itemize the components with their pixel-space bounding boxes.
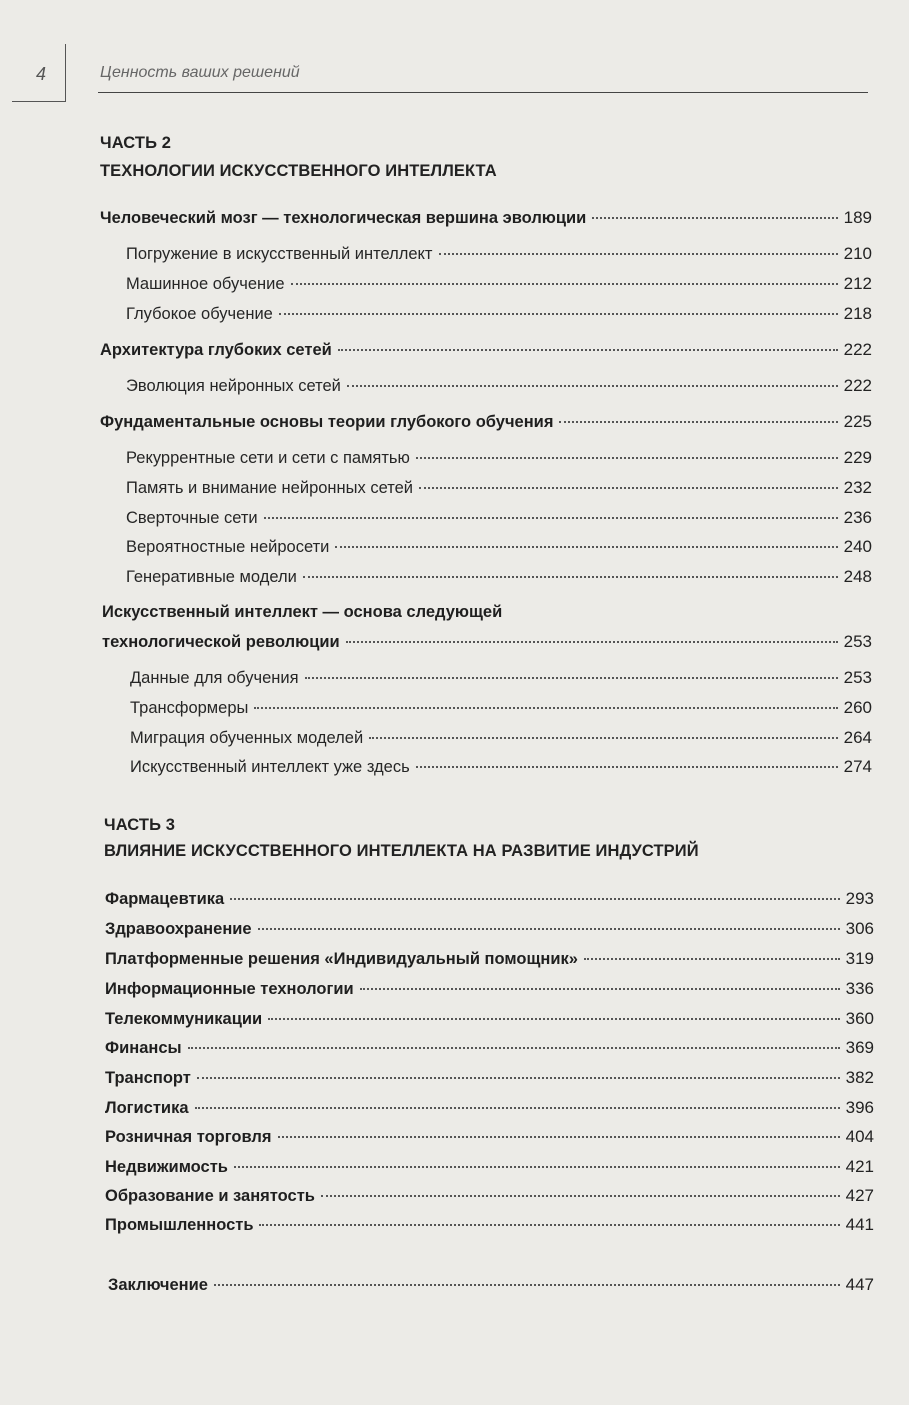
toc-entry-title: Миграция обученных моделей (130, 729, 364, 747)
toc-entry-title: Платформенные решения «Индивидуальный помощник» (105, 950, 578, 968)
toc-entry-page: 232 (843, 478, 872, 497)
toc-entry-chapter[interactable] (105, 978, 874, 1000)
dot-leader (305, 677, 838, 679)
toc-entry-title: Промышленность (105, 1216, 254, 1234)
toc-entry-section[interactable] (130, 667, 872, 689)
dot-leader (197, 1077, 840, 1079)
toc-entry-chapter[interactable] (105, 888, 874, 910)
part3-label: ЧАСТЬ 3 (104, 816, 176, 834)
toc-entry-chapter[interactable] (105, 1156, 874, 1178)
toc-entry-wrapped-line1: Искусственный интеллект — основа следующей (102, 603, 503, 621)
toc-entry-chapter[interactable] (105, 918, 874, 940)
toc-entry-page: 319 (845, 949, 874, 968)
running-title: Ценность ваших решений (100, 64, 300, 81)
toc-entry-section[interactable] (126, 303, 872, 325)
toc-entry-page: 240 (843, 537, 872, 556)
part2-title: ТЕХНОЛОГИИ ИСКУССТВЕННОГО ИНТЕЛЛЕКТА (100, 162, 497, 180)
toc-entry-section[interactable] (126, 273, 872, 295)
dot-leader (291, 283, 838, 285)
toc-entry-title: Искусственный интеллект уже здесь (130, 758, 410, 776)
toc-entry-chapter[interactable] (105, 1097, 874, 1119)
dot-leader (416, 766, 838, 768)
toc-entry-section[interactable] (126, 243, 872, 265)
toc-entry-page: 447 (845, 1275, 874, 1294)
toc-entry-conclusion[interactable] (108, 1274, 874, 1296)
dot-leader (278, 1136, 840, 1138)
dot-leader (254, 707, 837, 709)
toc-entry-page: 225 (843, 412, 872, 431)
toc-entry-title: Эволюция нейронных сетей (126, 377, 341, 395)
toc-entry-chapter[interactable] (100, 339, 872, 361)
toc-entry-page: 421 (845, 1157, 874, 1176)
toc-entry-page: 248 (843, 567, 872, 586)
toc-entry-page: 404 (845, 1127, 874, 1146)
dot-leader (338, 349, 838, 351)
toc-entry-chapter[interactable] (105, 1214, 874, 1236)
toc-entry-page: 382 (845, 1068, 874, 1087)
dot-leader (195, 1107, 840, 1109)
toc-entry-page: 189 (843, 208, 872, 227)
toc-entry-title: Человеческий мозг — технологическая вершина эволюции (100, 209, 587, 227)
toc-entry-title: Глубокое обучение (126, 305, 273, 323)
part2-label: ЧАСТЬ 2 (100, 134, 172, 152)
toc-entry-page: 229 (843, 448, 872, 467)
dot-leader (234, 1166, 840, 1168)
dot-leader (258, 928, 840, 930)
toc-entry-page: 212 (843, 274, 872, 293)
toc-entry-title: Информационные технологии (105, 980, 354, 998)
page-number: 4 (36, 64, 47, 84)
dot-leader (416, 457, 838, 459)
dot-leader (559, 421, 837, 423)
toc-entry-section[interactable] (126, 477, 872, 499)
toc-entry-title: Заключение (108, 1276, 208, 1294)
toc-entry-chapter[interactable] (105, 1037, 874, 1059)
dot-leader (230, 898, 839, 900)
toc-entry-title: технологической революции (102, 633, 340, 651)
toc-entry-title: Фармацевтика (105, 890, 225, 908)
toc-entry-page: 236 (843, 508, 872, 527)
toc-entry-page: 396 (845, 1098, 874, 1117)
toc-entry-wrapped[interactable] (102, 631, 872, 653)
dot-leader (321, 1195, 840, 1197)
toc-entry-page: 360 (845, 1009, 874, 1028)
part3-title: ВЛИЯНИЕ ИСКУССТВЕННОГО ИНТЕЛЛЕКТА НА РАЗВИТИЕ ИНДУСТРИЙ (104, 842, 699, 860)
toc-entry-title: Здравоохранение (105, 920, 252, 938)
toc-entry-section[interactable] (130, 697, 872, 719)
toc-entry-page: 222 (843, 340, 872, 359)
toc-entry-chapter[interactable] (100, 411, 872, 433)
toc-entry-page: 222 (843, 376, 872, 395)
dot-leader (279, 313, 838, 315)
toc-entry-title: Логистика (105, 1099, 189, 1117)
dot-leader (592, 217, 837, 219)
toc-entry-page: 369 (845, 1038, 874, 1057)
toc-entry-title: Погружение в искусственный интеллект (126, 245, 433, 263)
toc-entry-section[interactable] (126, 375, 872, 397)
toc-entry-chapter[interactable] (100, 207, 872, 229)
toc-entry-title: Транспорт (105, 1069, 191, 1087)
toc-entry-title: Трансформеры (130, 699, 249, 717)
toc-entry-section[interactable] (126, 447, 872, 469)
toc-entry-page: 274 (843, 757, 872, 776)
toc-entry-title: Фундаментальные основы теории глубокого обучения (100, 413, 554, 431)
toc-entry-title: Машинное обучение (126, 275, 285, 293)
toc-entry-title: Телекоммуникации (105, 1010, 263, 1028)
toc-entry-page: 253 (843, 632, 872, 651)
toc-entry-page: 218 (843, 304, 872, 323)
toc-entry-title: Розничная торговля (105, 1128, 272, 1146)
dot-leader (259, 1224, 839, 1226)
dot-leader (346, 641, 838, 643)
toc-entry-page: 427 (845, 1186, 874, 1205)
toc-entry-page: 253 (843, 668, 872, 687)
dot-leader (369, 737, 837, 739)
dot-leader (335, 546, 837, 548)
dot-leader (360, 988, 840, 990)
dot-leader (188, 1047, 840, 1049)
toc-entry-section[interactable] (130, 727, 872, 749)
dot-leader (303, 576, 838, 578)
toc-entry-title: Архитектура глубоких сетей (100, 341, 332, 359)
toc-entry-title: Недвижимость (105, 1158, 228, 1176)
toc-entry-title: Образование и занятость (105, 1187, 315, 1205)
toc-entry-title: Финансы (105, 1039, 182, 1057)
toc-entry-chapter[interactable] (105, 1185, 874, 1207)
dot-leader (347, 385, 838, 387)
toc-entry-page: 264 (843, 728, 872, 747)
toc-entry-title: Память и внимание нейронных сетей (126, 479, 413, 497)
dot-leader (214, 1284, 840, 1286)
toc-entry-title: Генеративные модели (126, 568, 297, 586)
toc-entry-chapter[interactable] (105, 1008, 874, 1030)
toc-entry-title: Вероятностные нейросети (126, 538, 330, 556)
toc-entry-chapter[interactable] (105, 1126, 874, 1148)
toc-entry-page: 260 (843, 698, 872, 717)
toc-entry-page: 293 (845, 889, 874, 908)
dot-leader (268, 1018, 840, 1020)
toc-entry-section[interactable] (126, 507, 872, 529)
dot-leader (264, 517, 838, 519)
toc-entry-section[interactable] (126, 536, 872, 558)
toc-entry-page: 306 (845, 919, 874, 938)
toc-entry-title: Данные для обучения (130, 669, 299, 687)
toc-entry-page: 336 (845, 979, 874, 998)
toc-entry-section[interactable] (130, 756, 872, 778)
dot-leader (584, 958, 840, 960)
toc-entry-chapter[interactable] (105, 1067, 874, 1089)
dot-leader (419, 487, 838, 489)
toc-entry-chapter[interactable] (105, 948, 874, 970)
toc-entry-page: 441 (845, 1215, 874, 1234)
toc-entry-title: Рекуррентные сети и сети с памятью (126, 449, 410, 467)
toc-entry-section[interactable] (126, 566, 872, 588)
toc-entry-page: 210 (843, 244, 872, 263)
header-rule (98, 92, 868, 93)
dot-leader (439, 253, 838, 255)
toc-entry-title: Сверточные сети (126, 509, 258, 527)
